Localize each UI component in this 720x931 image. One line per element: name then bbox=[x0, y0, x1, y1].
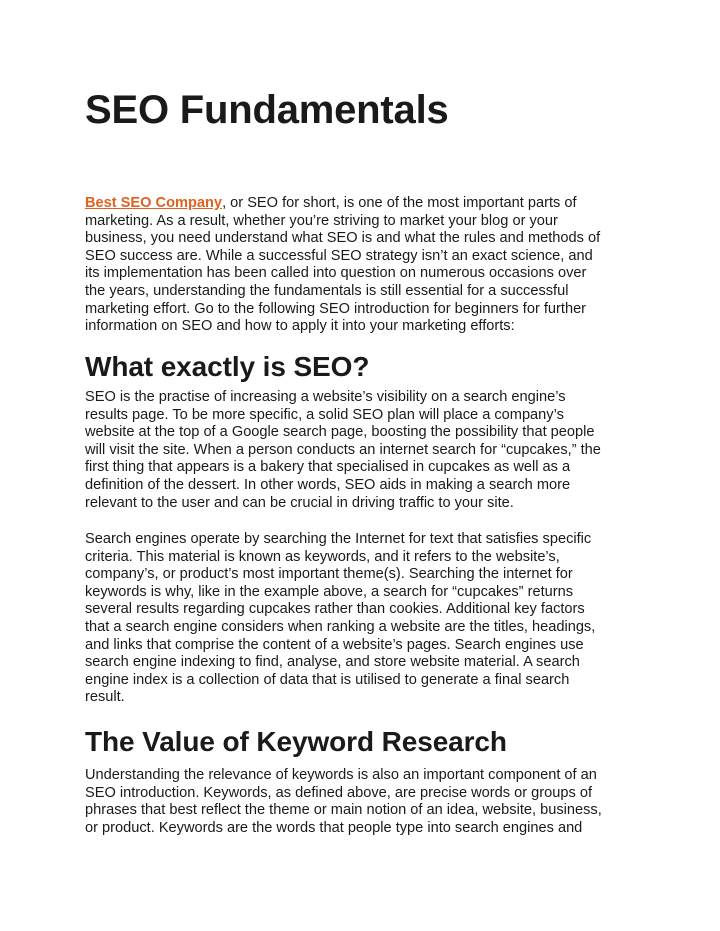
intro-line: marketing. As a result, whether you’re striving to market your blog or your bbox=[85, 212, 558, 229]
section-heading-what-is-seo: What exactly is SEO? bbox=[85, 351, 370, 382]
intro-line: marketing effort. Go to the following SEO introduction for beginners for further bbox=[85, 300, 587, 317]
paragraph-line: result. bbox=[85, 689, 125, 706]
intro-line: its implementation has been called into question on numerous occasions over bbox=[85, 265, 587, 282]
intro-line: the years, understanding the fundamentals is still essential for a successful bbox=[85, 282, 569, 299]
section-heading-keyword-research: The Value of Keyword Research bbox=[85, 726, 507, 757]
paragraph-line: phrases that best reflect the theme or main notion of an idea, website, business, bbox=[85, 802, 602, 819]
paragraph-line: or product. Keywords are the words that people type into search engines and bbox=[85, 819, 583, 836]
paragraph-line: definition of the dessert. In other words, SEO aids in making a search more bbox=[85, 476, 571, 493]
paragraph-line: keywords is why, like in the example above, a search for “cupcakes” returns bbox=[85, 583, 574, 600]
paragraph-line: that a search engine considers when ranking a website are the titles, headings, bbox=[85, 618, 596, 635]
paragraph-line: results page. To be more specific, a solid SEO plan will place a company’s bbox=[85, 406, 564, 423]
section1-paragraph-2 bbox=[85, 531, 630, 707]
section1-paragraph-1 bbox=[85, 389, 630, 512]
paragraph-line: Understanding the relevance of keywords is also an important component of an bbox=[85, 767, 597, 783]
paragraph-line: several results regarding cupcakes rather than cookies. Additional key factors bbox=[85, 601, 585, 618]
paragraph-line: SEO introduction. Keywords, as defined above, are precise words or groups of bbox=[85, 784, 592, 801]
intro-line-1: Best SEO Company, or SEO for short, is one of the most important parts of bbox=[85, 195, 577, 211]
paragraph-line: company’s, or product’s most important theme(s). Searching the internet for bbox=[85, 566, 573, 583]
intro-line: SEO success are. While a successful SEO strategy isn’t an exact science, and bbox=[85, 247, 593, 264]
paragraph-line: website at the top of a Google search page, boosting the possibility that people bbox=[85, 424, 595, 441]
paragraph-line: Search engines operate by searching the Internet for text that satisfies specific bbox=[85, 531, 592, 547]
paragraph-line: search engine indexing to find, analyse, and store website material. A search bbox=[85, 654, 580, 671]
paragraph-line: SEO is the practise of increasing a website’s visibility on a search engine’s bbox=[85, 389, 566, 405]
paragraph-line: first thing that appears is a bakery that specialised in cupcakes as well as a bbox=[85, 459, 571, 476]
best-seo-company-link[interactable]: Best SEO Company bbox=[85, 195, 223, 211]
section2-paragraph-1 bbox=[85, 767, 630, 837]
page-title: SEO Fundamentals bbox=[85, 88, 449, 132]
intro-paragraph bbox=[85, 195, 630, 336]
intro-line: business, you need understand what SEO is and what the rules and methods of bbox=[85, 230, 601, 247]
paragraph-line: and links that comprise the content of a website’s pages. Search engines use bbox=[85, 636, 584, 653]
paragraph-line: engine index is a collection of data that is utilised to generate a final search bbox=[85, 671, 570, 688]
intro-line: information on SEO and how to apply it into your marketing efforts: bbox=[85, 318, 515, 335]
paragraph-line: criteria. This material is known as keywords, and it refers to the website’s, bbox=[85, 548, 560, 565]
paragraph-line: relevant to the user and can be crucial in driving traffic to your site. bbox=[85, 494, 514, 511]
paragraph-line: will visit the site. When a person conducts an internet search for “cupcakes,” the bbox=[85, 441, 601, 458]
